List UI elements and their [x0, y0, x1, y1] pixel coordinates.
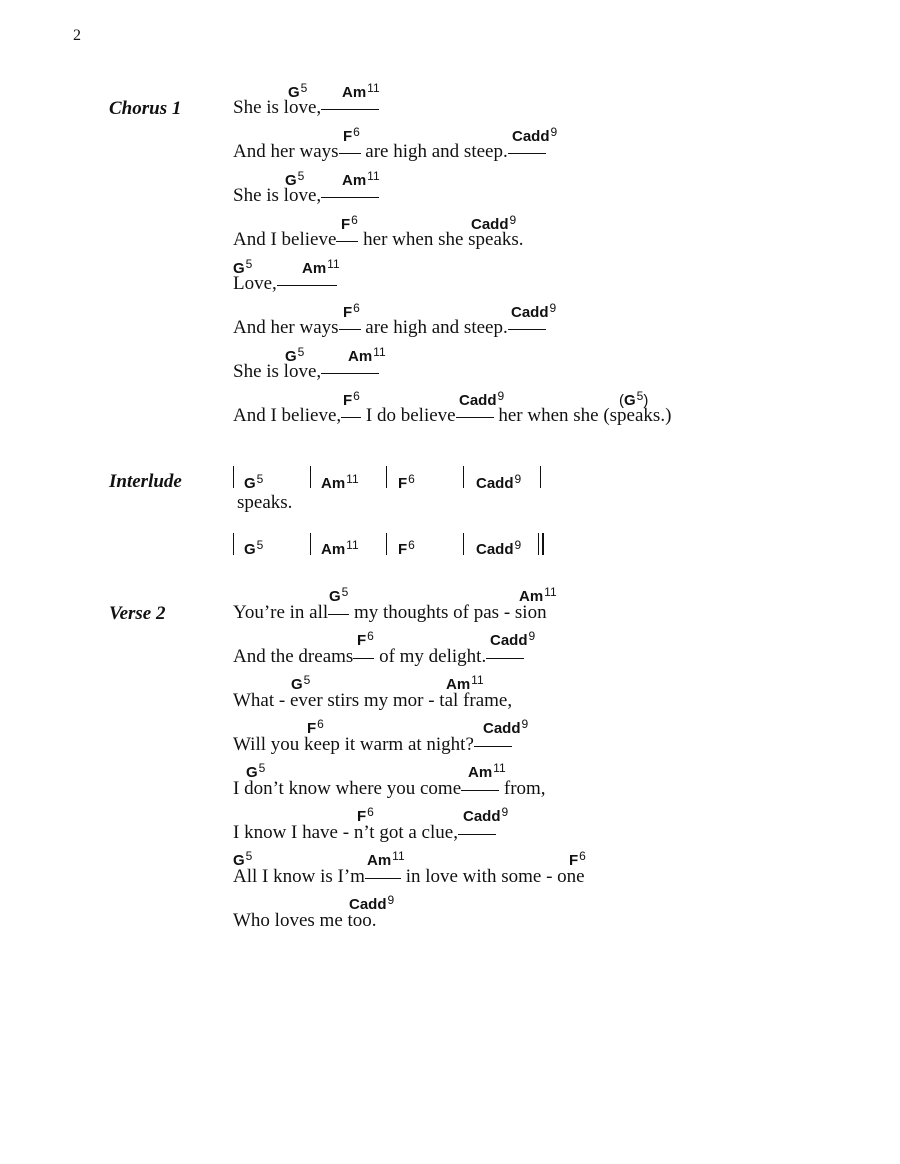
- barline: [310, 533, 311, 555]
- chord-cadd9: Cadd$^9$: [459, 389, 505, 409]
- chord-am11: Am$^{11}$: [342, 81, 380, 101]
- lyric-line: I know I have - n’t got a clue,: [233, 823, 496, 842]
- final-barline: [542, 533, 544, 555]
- chord-cadd9: Cadd$^9$: [476, 538, 522, 558]
- lyric-line: She is love,: [233, 362, 379, 381]
- lyric-line: What - ever stirs my mor - tal frame,: [233, 690, 513, 711]
- barline: [310, 466, 311, 488]
- lyric-line: And her ways are high and steep.: [233, 318, 546, 337]
- lyric-line: I don’t know where you come from,: [233, 778, 546, 799]
- chord-am11: Am$^{11}$: [519, 585, 557, 605]
- lyric-line: You’re in all my thoughts of pas - sion: [233, 602, 547, 623]
- lyric-line: Love,: [233, 274, 337, 293]
- lyric-line: Will you keep it warm at night?: [233, 735, 512, 754]
- chord-am11: Am$^{11}$: [446, 673, 484, 693]
- section-label-chorus-1: Chorus 1: [109, 98, 182, 119]
- chord-g5: $G^5$: [285, 345, 305, 365]
- chord-f6: $F^6$: [343, 301, 360, 321]
- chord-cadd9: Cadd$^9$: [471, 213, 517, 233]
- chord-cadd9: Cadd$^9$: [483, 717, 529, 737]
- barline: [540, 466, 541, 488]
- lyric-line: And her ways are high and steep.: [233, 142, 546, 161]
- chord-g5: $G^5$: [291, 673, 311, 693]
- chord-cadd9: Cadd$^9$: [512, 125, 558, 145]
- lyric-line: speaks.: [237, 492, 293, 513]
- chord-cadd9: Cadd$^9$: [511, 301, 557, 321]
- chord-g5: $G^5$: [246, 761, 266, 781]
- lyric-line: And the dreams of my delight.: [233, 647, 524, 666]
- chord-cadd9: Cadd$^9$: [476, 472, 522, 492]
- lyric-line: All I know is I’m in love with some - one: [233, 866, 585, 887]
- chord-am11: Am$^{11}$: [348, 345, 386, 365]
- page-number: 2: [73, 27, 81, 44]
- chord-g5: $G^5$: [233, 849, 253, 869]
- chord-am11: Am$^{11}$: [342, 169, 380, 189]
- barline: [463, 533, 464, 555]
- lyric-line: And I believe, I do believe her when she (speaks.): [233, 405, 672, 426]
- chord-f6: $F^6$: [398, 472, 415, 492]
- chord-g5: $G^5$: [244, 538, 264, 558]
- chord-g5-parenthetical: $(G^5)$: [619, 389, 649, 409]
- chord-f6: $F^6$: [569, 849, 586, 869]
- barline: [233, 533, 234, 555]
- section-label-interlude: Interlude: [109, 471, 182, 492]
- final-barline: [538, 533, 539, 555]
- chord-am11: Am$^{11}$: [321, 538, 359, 558]
- lyric-line: And I believe her when she speaks.: [233, 229, 524, 250]
- chord-f6: $F^6$: [398, 538, 415, 558]
- chord-f6: $F^6$: [343, 389, 360, 409]
- chord-g5: $G^5$: [329, 585, 349, 605]
- chord-am11: Am$^{11}$: [468, 761, 506, 781]
- chord-f6: $F^6$: [357, 629, 374, 649]
- chord-g5: $G^5$: [233, 257, 253, 277]
- chord-f6: $F^6$: [341, 213, 358, 233]
- lyric-line: She is love,: [233, 186, 379, 205]
- chord-g5: $G^5$: [288, 81, 308, 101]
- barline: [463, 466, 464, 488]
- barline: [233, 466, 234, 488]
- chord-g5: $G^5$: [285, 169, 305, 189]
- section-label-verse-2: Verse 2: [109, 603, 166, 624]
- chord-cadd9: Cadd$^9$: [349, 893, 395, 913]
- chord-am11: Am$^{11}$: [321, 472, 359, 492]
- chord-f6: $F^6$: [343, 125, 360, 145]
- chord-cadd9: Cadd$^9$: [463, 805, 509, 825]
- chord-f6: $F^6$: [307, 717, 324, 737]
- barline: [386, 466, 387, 488]
- barline: [386, 533, 387, 555]
- chord-am11: Am$^{11}$: [302, 257, 340, 277]
- chord-am11: Am$^{11}$: [367, 849, 405, 869]
- chord-g5: $G^5$: [244, 472, 264, 492]
- lyric-line: Who loves me too.: [233, 910, 377, 931]
- lyric-line: She is love,: [233, 98, 379, 117]
- chord-cadd9: Cadd$^9$: [490, 629, 536, 649]
- chord-f6: $F^6$: [357, 805, 374, 825]
